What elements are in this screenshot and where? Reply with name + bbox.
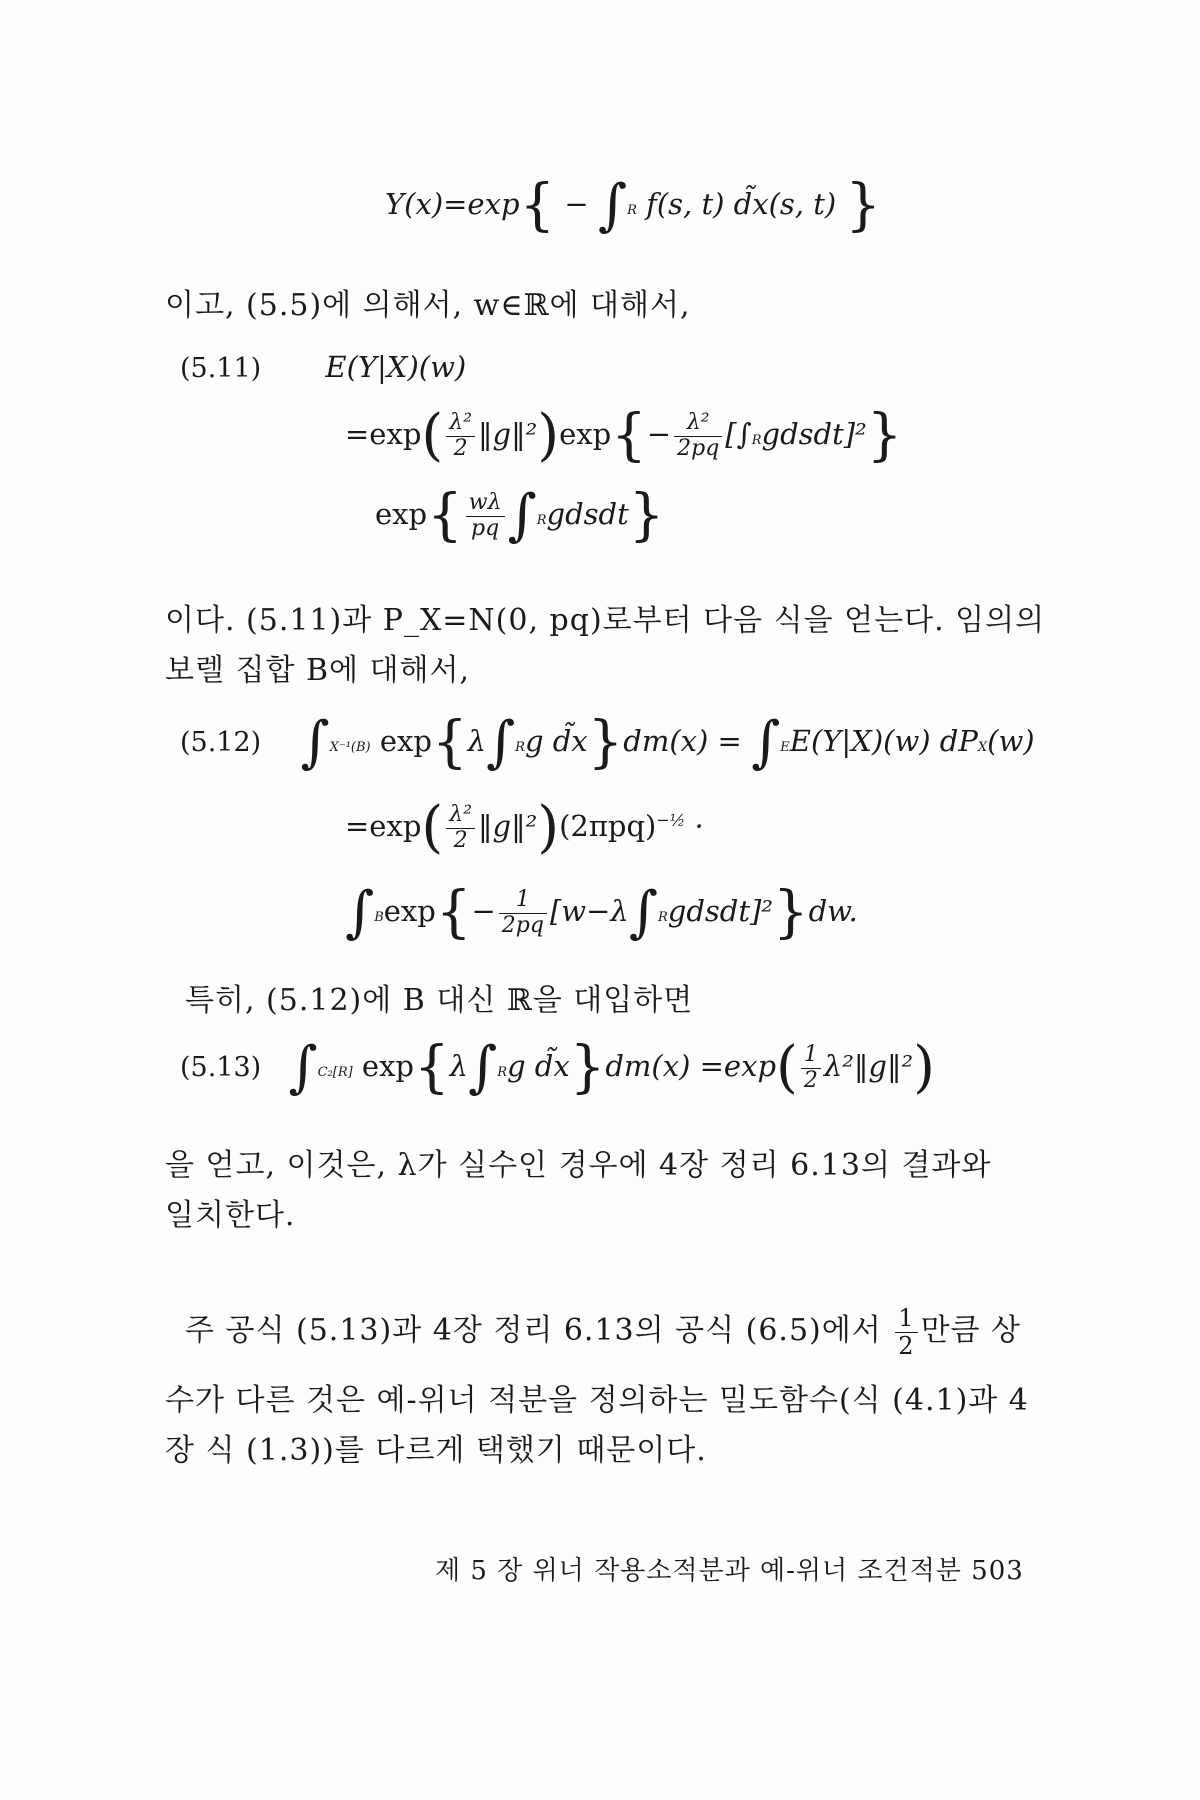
fraction: $\frac{w\lambda}{pq}$: [466, 491, 505, 540]
equation-5-12-line1: (5.12) ∫X⁻¹(B) exp{λ∫Rg d̃x}dm(x) = ∫EE(Y|X)(w) dPX(w): [180, 710, 1035, 775]
text-line-1: 이고, (5.5)에 의해서, w∈ℝ에 대해서,: [165, 288, 691, 323]
equation-5-11-line3: exp{ $\frac{w\lambda}{pq}$ ∫Rgdsdt}: [375, 483, 665, 548]
note-line-1: 주 공식 (5.13)과 4장 정리 6.13의 공식 (6.5)에서 $\frac{1}{2}$ 만큼 상: [185, 1304, 1022, 1360]
fraction: $\frac{\text{λ²}}{2}$: [446, 803, 475, 852]
equation-number: (5.12): [180, 727, 262, 758]
text-line-3: 보렐 집합 B에 대해서,: [165, 653, 471, 688]
equation-5-11-line1: (5.11) E(Y|X)(w): [180, 350, 467, 384]
text-line-6: 일치한다.: [165, 1198, 296, 1233]
note-line-2: 수가 다른 것은 예-위너 적분을 정의하는 밀도함수(식 (4.1)과 4: [165, 1383, 1029, 1418]
text-line-2: 이다. (5.11)과 P_X=N(0, pq)로부터 다음 식을 얻는다. 임의의: [165, 603, 1046, 638]
fraction: $\frac{1}{2}$: [895, 1305, 917, 1359]
equation-5-11-line2: =exp( $\frac{\text{λ²}}{2}$ ‖g‖²)exp{− $\frac{\text{λ²}}{2pq}$ [∫Rgdsdt]²}: [345, 403, 903, 468]
page-footer: 제 5 장 위너 작용소적분과 예-위너 조건적분 503: [435, 1556, 1024, 1586]
equation-5-12-line2: =exp( $\frac{\text{λ²}}{2}$ $‖g‖^2)(2\pi pq)^{-\frac{1}{2}}$ ·: [345, 795, 704, 860]
equation-Y: Y(x)=exp{ − ∫R f(s, t) d̃x(s, t) }: [385, 173, 882, 238]
equation-5-13: (5.13) ∫C₂[R] exp{λ∫Rg d̃x}dm(x) =exp( $\frac{1}{2}$ λ²‖g‖²): [180, 1035, 935, 1100]
equation-number: (5.11): [180, 353, 262, 384]
equation-5-12-line3: ∫Bexp{− $\frac{1}{2pq}$ [w−λ∫Rgdsdt]²}dw.: [345, 880, 858, 945]
integral-sign: ∫: [597, 173, 628, 238]
text-line-5: 을 얻고, 이것은, λ가 실수인 경우에 4장 정리 6.13의 결과와: [165, 1148, 992, 1183]
fraction: $\frac{1}{2pq}$: [499, 888, 547, 937]
fraction: $\frac{1}{2}$: [801, 1043, 821, 1092]
fraction: $\frac{\text{λ²}}{2}$: [446, 411, 475, 460]
note-line-3: 장 식 (1.3))를 다르게 택했기 때문이다.: [165, 1433, 707, 1468]
fraction: $\frac{\text{λ²}}{2pq}$: [674, 411, 722, 460]
equation-number: (5.13): [180, 1052, 262, 1083]
text-line-4: 특히, (5.12)에 B 대신 ℝ을 대입하면: [185, 983, 694, 1018]
